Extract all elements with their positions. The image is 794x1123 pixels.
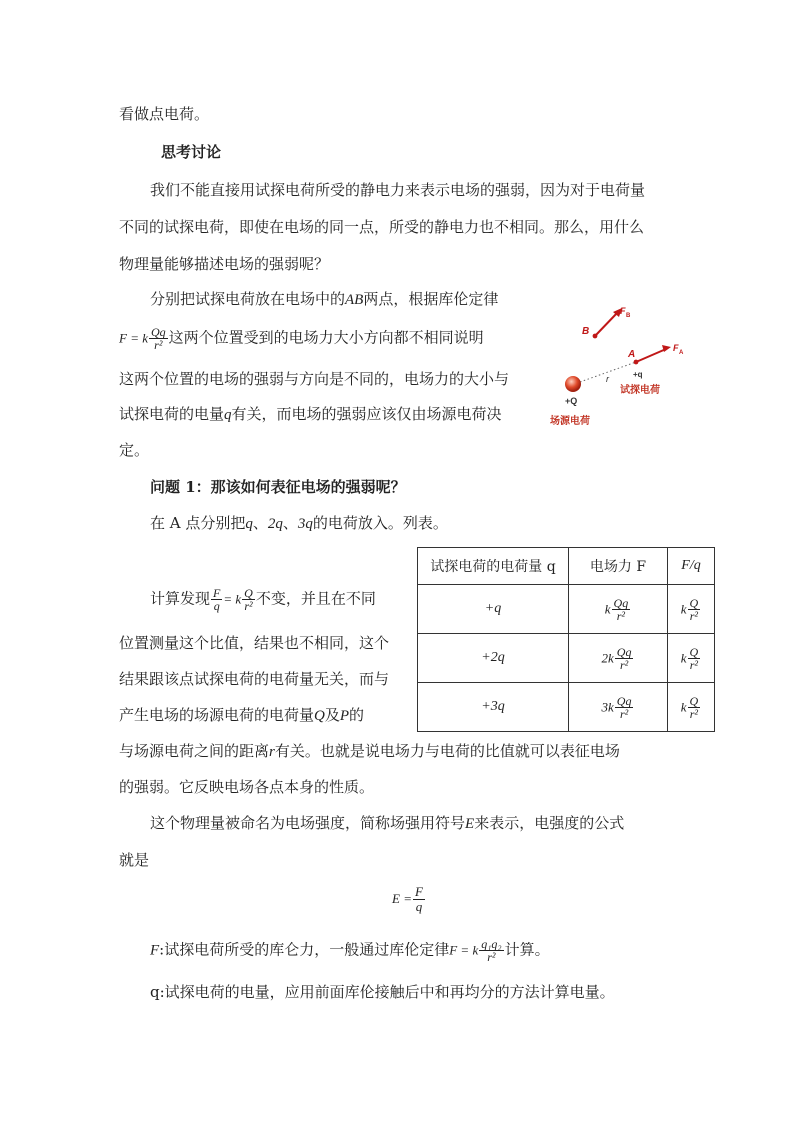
text: 试探电荷的电量: [119, 405, 225, 423]
fraction: [211, 587, 222, 612]
fraction: [479, 938, 503, 963]
table-cell: [668, 683, 715, 732]
fraction-denominator: r²: [244, 599, 253, 613]
table-cell: +3q: [418, 683, 569, 732]
table-header-row: [418, 548, 715, 585]
math-text: F: [150, 942, 160, 959]
fraction-numerator: Q: [689, 595, 699, 610]
math-text: 2q: [267, 516, 283, 532]
math-text: F = k: [449, 942, 479, 958]
text-line: 结果跟该点试探电荷的电荷量无关，而与: [119, 670, 390, 688]
text: 来表示，电强度的公式: [474, 814, 625, 832]
table-header-cell: 试探电荷的电荷量 q: [418, 548, 569, 585]
fraction: [688, 597, 701, 622]
text-line: [150, 513, 448, 534]
fraction-numerator: Q: [689, 644, 699, 659]
table-cell: [569, 585, 668, 634]
fraction-numerator: Q: [689, 693, 699, 708]
fraction: [413, 885, 425, 914]
label-r: r: [606, 374, 609, 384]
label-fb: F: [620, 306, 626, 316]
math-text: F = k: [119, 330, 148, 346]
fraction-numerator: q₁q₂: [481, 937, 502, 951]
math-text: 3q: [297, 516, 313, 532]
label-test-q: +q: [633, 370, 643, 379]
text-line: 我们不能直接用试探电荷所受的静电力来表示电场的强弱，因为对于电荷量: [150, 181, 646, 199]
force-b-arrow: [595, 312, 618, 336]
fraction: [688, 646, 701, 671]
text: 不变，并且在不同: [255, 589, 376, 608]
math-text: = k: [223, 591, 242, 607]
math-text: 2k: [601, 650, 614, 665]
fraction-denominator: r²: [616, 608, 626, 623]
text-line: 不同的试探电荷，即使在电场的同一点，所受的静电力也不相同。那么，用什么: [119, 218, 645, 236]
table-header-cell: F/q: [668, 548, 715, 585]
fraction-denominator: r²: [154, 338, 163, 352]
question-heading: 问题 1：那该如何表征电场的强弱呢？: [150, 478, 406, 496]
math-text: k: [680, 601, 687, 616]
text: 的电荷放入。列表。: [312, 514, 448, 532]
text-line: [119, 326, 484, 351]
fraction-numerator: F: [213, 586, 221, 600]
text: 这个物理量被命名为电场强度，简称场强用符号: [150, 814, 466, 832]
table-cell: +q: [418, 585, 569, 634]
source-charge-ball: [565, 376, 581, 392]
text-line: q:试探电荷的电量，应用前面库伦接触后中和再均分的方法计算电量。: [150, 983, 615, 1001]
text: 有关，而电场的强弱应该仅由场源电荷决: [231, 405, 502, 423]
text-line: [150, 289, 498, 310]
label-source-charge: 场源电荷: [550, 416, 590, 427]
text-line: 定。: [119, 441, 150, 459]
math-text: q: [224, 407, 232, 423]
text: 与场源电荷之间的距离: [119, 742, 270, 760]
math-text: AB: [345, 292, 364, 308]
text-line: [150, 587, 376, 612]
section-heading: 思考讨论: [161, 143, 222, 161]
text: 的: [349, 706, 365, 724]
fraction: [615, 695, 634, 720]
force-a-arrow: [636, 349, 666, 362]
table-row: [418, 634, 715, 683]
label-test-charge: 试探电荷: [620, 385, 660, 396]
math-text: 3k: [601, 699, 614, 714]
fraction-numerator: Qq: [150, 325, 166, 339]
text-line: [119, 404, 502, 425]
math-text: P: [339, 708, 350, 724]
math-text: k: [680, 650, 687, 665]
text: 这两个位置受到的电场力大小方向都不相同说明: [168, 328, 484, 347]
math-text: E: [465, 816, 475, 832]
text-line: [119, 741, 620, 762]
table-cell: [668, 634, 715, 683]
fraction-numerator: F: [414, 883, 423, 899]
fraction-numerator: Q: [244, 586, 253, 600]
text-line: [150, 938, 550, 963]
text: 计算。: [504, 940, 550, 959]
table-cell: +2q: [418, 634, 569, 683]
text: 分别把试探电荷放在电场中的: [150, 290, 346, 308]
fraction-denominator: r²: [689, 706, 699, 721]
fraction-numerator: Qq: [616, 644, 632, 659]
text: 、: [282, 514, 298, 532]
table-cell: [668, 585, 715, 634]
math-text: k: [680, 699, 687, 714]
label-source-q: +Q: [565, 396, 578, 406]
text: :试探电荷所受的库仑力，一般通过库伦定律: [159, 940, 450, 959]
math-text: E =: [392, 891, 412, 906]
charge-force-table: [417, 547, 715, 732]
text-line: 看做点电荷。: [119, 105, 210, 123]
electric-field-formula: [392, 884, 426, 914]
math-text: r: [269, 744, 275, 760]
text: 产生电场的场源电荷的电荷量: [119, 706, 315, 724]
fraction: [615, 646, 634, 671]
text: 计算发现: [150, 589, 211, 608]
fraction: [149, 326, 168, 351]
text-line: 物理量能够描述电场的强弱呢？: [119, 255, 330, 273]
text-line: 就是: [119, 851, 150, 869]
text-line: 位置测量这个比值，结果也不相同，这个: [119, 634, 390, 652]
table-row: [418, 683, 715, 732]
fraction: [242, 587, 255, 612]
electric-field-diagram: [540, 300, 700, 430]
text-line: [150, 813, 624, 834]
math-text: Q: [314, 708, 325, 724]
label-fa: F: [673, 343, 679, 353]
fraction-denominator: r²: [619, 706, 629, 721]
label-a: A: [628, 349, 636, 360]
fraction: [688, 695, 701, 720]
math-text: q: [245, 516, 253, 532]
label-fa-sub: A: [679, 350, 684, 356]
fraction-denominator: r²: [487, 950, 496, 964]
label-fb-sub: B: [626, 313, 631, 319]
table-row: [418, 585, 715, 634]
text: 有关。也就是说电场力与电荷的比值就可以表征电场: [274, 742, 620, 760]
fraction-denominator: q: [415, 898, 423, 914]
fraction-denominator: q: [213, 599, 220, 613]
fraction: [612, 597, 631, 622]
math-text: k: [604, 601, 611, 616]
fraction-denominator: r²: [619, 657, 629, 672]
fraction-numerator: Qq: [613, 595, 629, 610]
label-b: B: [582, 326, 590, 337]
text-line: 的强弱。它反映电场各点本身的性质。: [119, 778, 375, 796]
fraction-denominator: r²: [689, 608, 699, 623]
text: 在 A 点分别把: [150, 514, 246, 532]
text: 、: [252, 514, 268, 532]
text: 及: [324, 706, 340, 724]
table-cell: [569, 683, 668, 732]
text-line: 这两个位置的电场的强弱与方向是不同的，电场力的大小与: [119, 370, 510, 388]
text-line: [119, 705, 364, 726]
fraction-numerator: Qq: [616, 693, 632, 708]
text: 两点，根据库伦定律: [363, 290, 499, 308]
fraction-denominator: r²: [689, 657, 699, 672]
table-cell: [569, 634, 668, 683]
table-header-cell: 电场力 F: [569, 548, 668, 585]
